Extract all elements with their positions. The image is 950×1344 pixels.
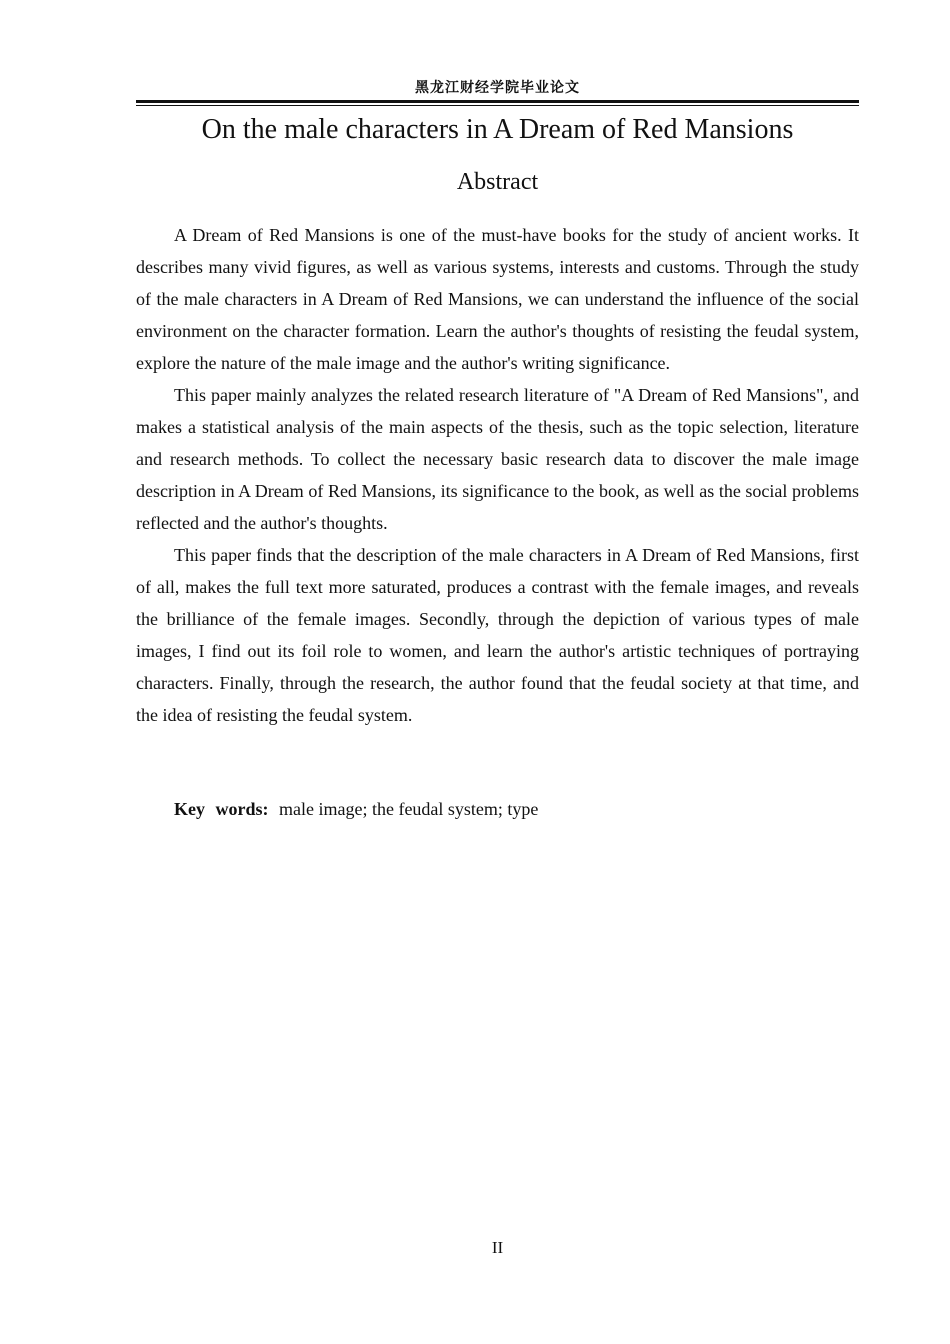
- page-number: II: [491, 1238, 504, 1257]
- abstract-heading: Abstract: [456, 169, 539, 195]
- header-institution-text: 黑龙江财经学院毕业论文: [415, 80, 580, 96]
- keywords-line: [174, 793, 859, 825]
- header-rule-thick: [136, 100, 859, 103]
- keywords-label: Key words:: [174, 799, 269, 819]
- keywords-value: male image; the feudal system; type: [279, 799, 539, 819]
- header-rule-thin: [136, 105, 859, 106]
- abstract-paragraph-1: A Dream of Red Mansions is one of the must-have books for the study of ancient works. It describes many vivid figures, as well as various systems, interests and customs. Through the study of the male characters in A Dream of Red Mansions, we can understand the influence of the social environment on the character formation. Learn the author's thoughts of resisting the feudal system, explore the nature of the male image and the author's writing significance.: [136, 225, 859, 373]
- paper-title: On the male characters in A Dream of Red Mansions: [201, 114, 794, 145]
- abstract-body: [136, 219, 859, 731]
- abstract-paragraph-3: This paper finds that the description of the male characters in A Dream of Red Mansions, first of all, makes the full text more saturated, produces a contrast with the female images, and reveals the brilliance of the female images. Secondly, through the depiction of various types of male images, I find out its foil role to women, and learn the author's artistic techniques of portraying characters. Finally, through the research, the author found that the feudal society at that time, and the idea of resisting the feudal system.: [136, 545, 859, 725]
- abstract-paragraph-2: This paper mainly analyzes the related research literature of "A Dream of Red Mansions", and makes a statistical analysis of the main aspects of the thesis, such as the topic selection, literature and research methods. To collect the necessary basic research data to discover the male image description in A Dream of Red Mansions, its significance to the book, as well as the social problems reflected and the author's thoughts.: [136, 385, 859, 533]
